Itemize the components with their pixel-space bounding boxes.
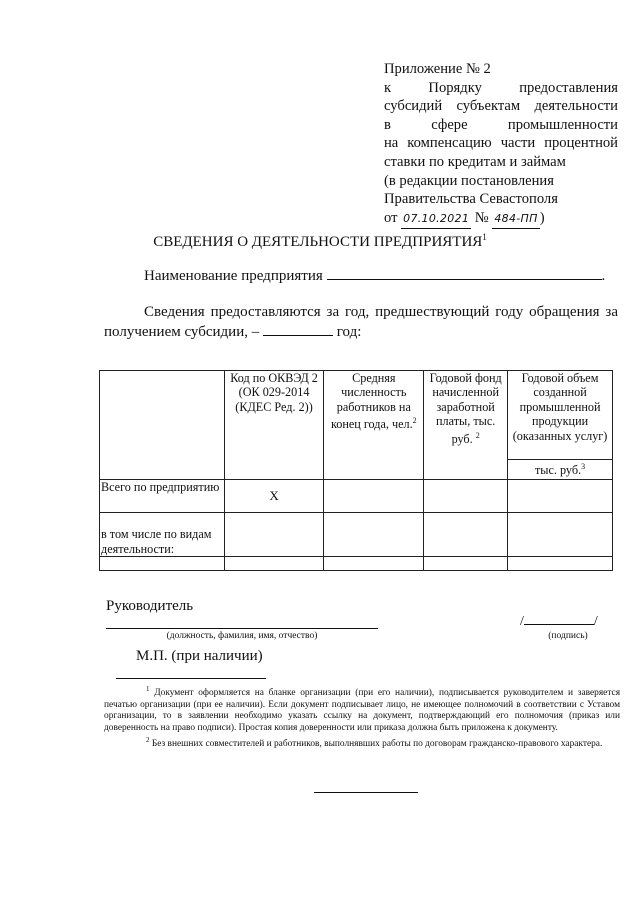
header-volume-text: Годовой объем созданной промышленной продукции (оказанных услуг) xyxy=(512,371,608,443)
header-line: в сфере промышленности xyxy=(384,116,618,133)
reporting-year-paragraph xyxy=(104,302,618,342)
paragraph-text: Сведения предоставляются за год, предшествующий году обращения за получением субсидии, – xyxy=(104,304,618,340)
row-label-total: Всего по предприятию xyxy=(100,480,225,513)
row-label-by-activity: в том числе по видам деятельности: xyxy=(100,513,225,557)
end-divider xyxy=(314,792,418,793)
cell-empty[interactable] xyxy=(424,557,508,571)
cell-payroll-activity[interactable] xyxy=(424,513,508,557)
signature-caption: (подпись) xyxy=(548,631,588,641)
header-volume-unit xyxy=(508,459,612,477)
header-line: Правительства Севастополя xyxy=(384,191,558,208)
cell-payroll-total[interactable] xyxy=(424,480,508,513)
stamp-place: М.П. (при наличии) xyxy=(136,648,263,664)
header-okved-text: Код по ОКВЭД 2 (ОК 029-2014 (КДЕС Ред. 2)) xyxy=(230,371,318,414)
footnote-mark: 3 xyxy=(581,462,586,471)
appendix-number: Приложение № 2 xyxy=(384,61,491,77)
footnote-mark: 1 xyxy=(146,685,150,693)
decree-date: 07.10.2021 xyxy=(401,210,471,230)
footnote-text: Без внешних совместителей и работников, выполнявших работы по договорам гражданско-правового характера. xyxy=(151,738,603,749)
cell-okved-total: Х xyxy=(224,480,324,513)
cell-empty[interactable] xyxy=(100,557,225,571)
empty-header-cell xyxy=(100,371,225,480)
paragraph-end: год: xyxy=(336,324,362,340)
header-line: (в редакции постановления xyxy=(384,172,554,189)
header-staff xyxy=(324,371,424,480)
enterprise-name-line xyxy=(144,267,605,285)
table-row xyxy=(100,513,613,557)
header-line: ставки по кредитам и займам xyxy=(384,153,566,170)
position-name-line[interactable] xyxy=(106,628,378,629)
footnote-text: Документ оформляется на бланке организации (при его наличии), подписывается руководителем и заверяется печатью организации (при ее наличии). Если документ подписывает лицо, не имеющее полномочий в соответствии с Уставом организации, то в заявлении необходимо указать ссылку на документ, подтверждающий его полномочия (приказ или доверенность на право подписи). Простая копия доверенности или приказа должна быть приложена к документу. xyxy=(104,688,621,733)
head-label: Руководитель xyxy=(106,598,194,614)
cell-okved-activity[interactable] xyxy=(224,513,324,557)
enterprise-data-table xyxy=(99,370,613,571)
number-prefix: № xyxy=(474,209,489,226)
cell-empty[interactable] xyxy=(324,557,424,571)
header-payroll xyxy=(424,371,508,480)
table-row xyxy=(100,557,613,571)
table-row xyxy=(100,480,613,513)
signature-field[interactable] xyxy=(524,612,594,625)
title-text: СВЕДЕНИЯ О ДЕЯТЕЛЬНОСТИ ПРЕДПРИЯТИЯ xyxy=(153,234,483,250)
position-caption: (должность, фамилия, имя, отчество) xyxy=(166,631,318,641)
close-paren: ) xyxy=(539,209,545,226)
enterprise-name-end: . xyxy=(601,268,606,284)
table-header-row xyxy=(100,371,613,480)
cell-empty[interactable] xyxy=(224,557,324,571)
decree-date-line xyxy=(384,209,618,230)
date-prefix: от xyxy=(384,209,398,226)
footnote-mark: 2 xyxy=(412,416,417,426)
cell-empty[interactable] xyxy=(508,557,613,571)
cell-staff-activity[interactable] xyxy=(324,513,424,557)
volume-unit-text: тыс. руб. xyxy=(534,463,582,478)
footnote-mark: 2 xyxy=(146,735,150,744)
header-line: субсидий субъектам деятельности xyxy=(384,98,618,115)
slash-left: / xyxy=(520,614,524,629)
footnote-mark: 2 xyxy=(475,430,480,440)
header-volume xyxy=(508,371,613,480)
header-line: на компенсацию части процентной xyxy=(384,135,618,152)
footnote-1 xyxy=(104,684,620,735)
decree-number: 484-ПП xyxy=(492,210,539,230)
header-line: к Порядку предоставления xyxy=(384,79,618,96)
signature-line[interactable] xyxy=(520,612,598,630)
enterprise-name-field[interactable] xyxy=(327,267,602,280)
cell-volume-activity[interactable] xyxy=(508,513,613,557)
cell-staff-total[interactable] xyxy=(324,480,424,513)
enterprise-name-label: Наименование предприятия xyxy=(144,268,323,284)
header-staff-text: Средняя численность работников на конец года, чел. xyxy=(330,371,413,432)
footnote-divider xyxy=(116,678,266,679)
footnotes xyxy=(104,684,620,750)
cell-volume-total[interactable] xyxy=(508,480,613,513)
header-okved xyxy=(224,371,324,480)
title-footnote-mark: 1 xyxy=(482,232,487,242)
header-payroll-text: Годовой фонд начисленной заработной платы, тыс. руб. xyxy=(429,371,502,446)
page-title xyxy=(0,232,640,251)
reporting-year-field[interactable] xyxy=(263,323,333,336)
slash-right: / xyxy=(593,614,598,629)
appendix-header xyxy=(384,60,618,229)
footnote-2 xyxy=(104,735,620,751)
